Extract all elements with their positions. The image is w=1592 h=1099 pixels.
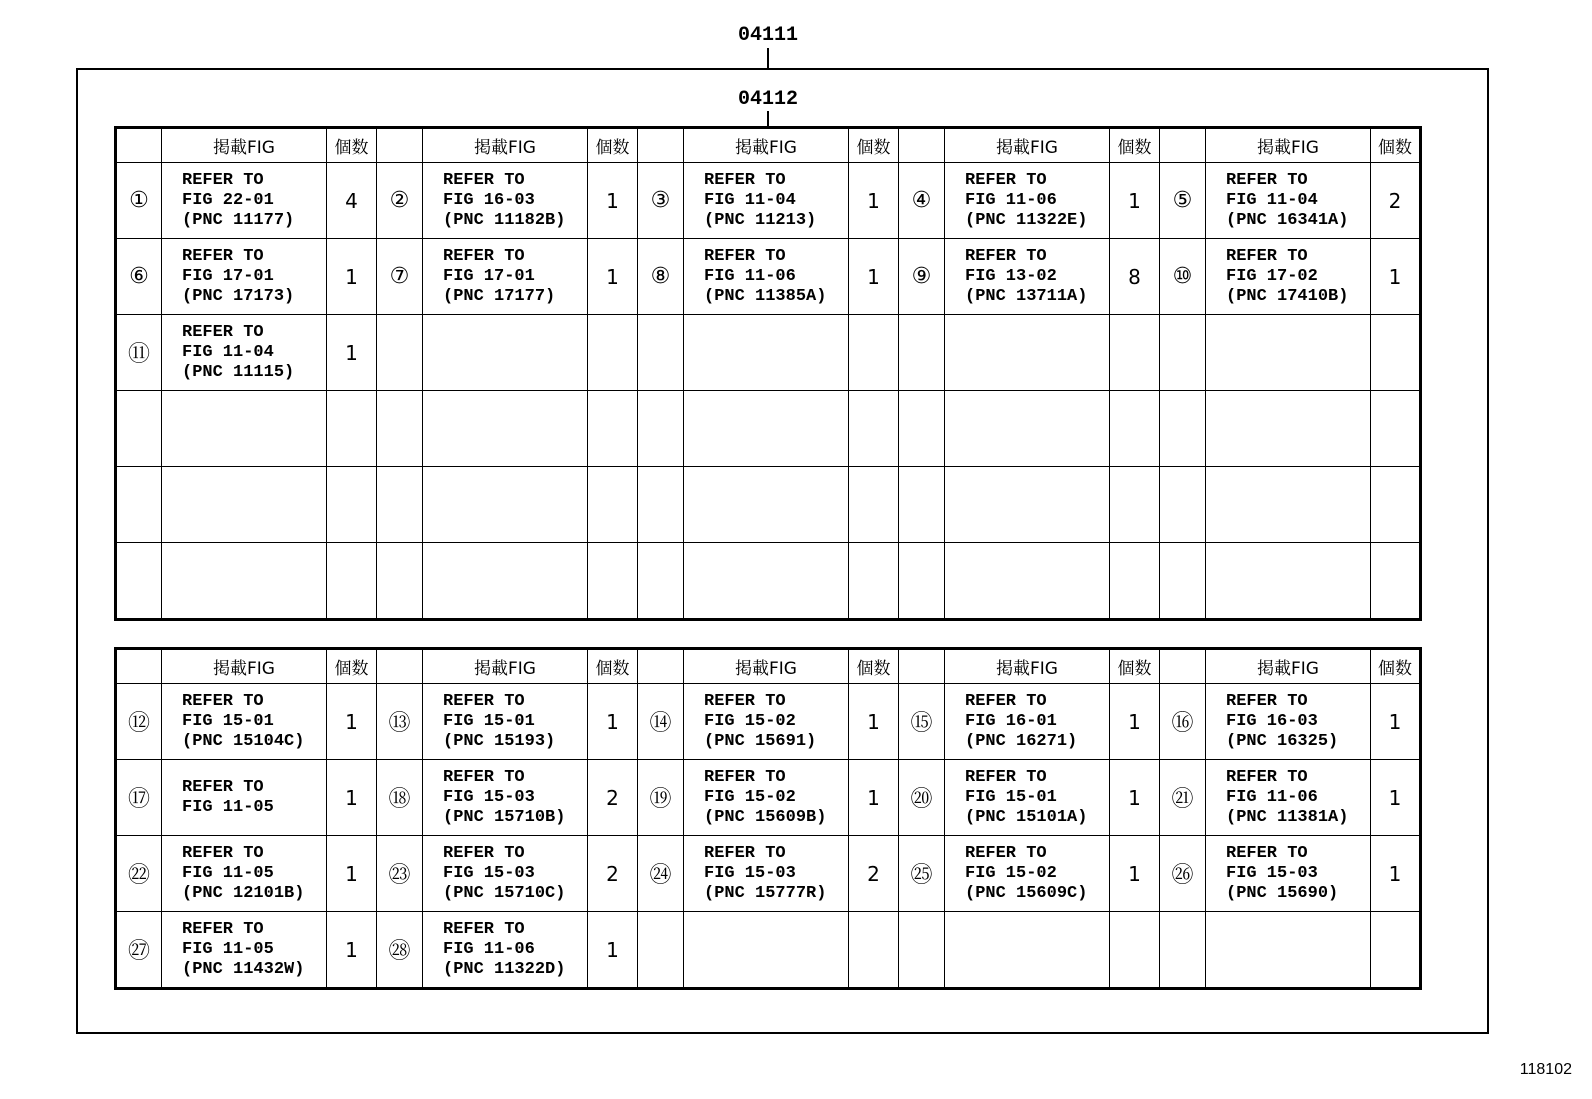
header-fig: 掲載FIG: [945, 649, 1110, 684]
item-number: ㉑: [1160, 760, 1206, 836]
figure-reference: [162, 684, 327, 760]
header-qty: 個数: [588, 128, 638, 163]
reference-line: (PNC 15104C): [182, 731, 305, 751]
reference-line: REFER TO: [443, 246, 525, 266]
item-quantity: 1: [849, 684, 899, 760]
figure-reference: [684, 163, 849, 239]
header-qty: 個数: [1110, 649, 1160, 684]
item-quantity: 1: [588, 163, 638, 239]
figure-reference: [1206, 912, 1371, 989]
header-qty: 個数: [1371, 649, 1421, 684]
reference-line: FIG 15-03: [443, 787, 535, 807]
figure-reference: [945, 239, 1110, 315]
table-row: [116, 836, 1421, 912]
figure-reference: [423, 684, 588, 760]
header-blank: [377, 128, 423, 163]
reference-line: FIG 11-05: [182, 797, 274, 817]
reference-line: REFER TO: [1226, 843, 1308, 863]
table-row: [116, 391, 1421, 467]
item-number: [377, 315, 423, 391]
reference-line: FIG 15-02: [704, 787, 796, 807]
figure-reference: [945, 684, 1110, 760]
item-number: ㉗: [116, 912, 162, 989]
item-quantity: [588, 315, 638, 391]
item-quantity: 1: [588, 684, 638, 760]
header-blank: [638, 649, 684, 684]
item-number: ②: [377, 163, 423, 239]
item-number: ⑥: [116, 239, 162, 315]
reference-line: FIG 22-01: [182, 190, 274, 210]
reference-line: FIG 17-01: [182, 266, 274, 286]
item-number: [638, 467, 684, 543]
reference-line: REFER TO: [965, 170, 1047, 190]
item-quantity: 1: [327, 836, 377, 912]
item-number: ㉖: [1160, 836, 1206, 912]
figure-reference: [684, 239, 849, 315]
reference-line: FIG 11-06: [443, 939, 535, 959]
figure-reference: [684, 684, 849, 760]
reference-line: REFER TO: [182, 843, 264, 863]
figure-reference: [1206, 239, 1371, 315]
figure-reference: [162, 760, 327, 836]
figure-reference: [945, 836, 1110, 912]
figure-reference: [423, 239, 588, 315]
item-quantity: 1: [1371, 760, 1421, 836]
item-quantity: 2: [588, 760, 638, 836]
reference-line: REFER TO: [1226, 691, 1308, 711]
reference-line: FIG 11-04: [1226, 190, 1318, 210]
item-quantity: [588, 543, 638, 620]
item-quantity: 1: [1371, 684, 1421, 760]
item-number: ㉕: [899, 836, 945, 912]
item-quantity: 1: [1371, 836, 1421, 912]
item-number: ⑬: [377, 684, 423, 760]
figure-reference: [162, 163, 327, 239]
item-number: ⑭: [638, 684, 684, 760]
parts-reference-table-lower: [114, 647, 1422, 990]
figure-reference: [945, 391, 1110, 467]
reference-line: (PNC 17173): [182, 286, 295, 306]
item-quantity: [588, 467, 638, 543]
header-fig: 掲載FIG: [423, 649, 588, 684]
reference-line: FIG 17-02: [1226, 266, 1318, 286]
reference-line: FIG 13-02: [965, 266, 1057, 286]
item-quantity: [849, 912, 899, 989]
figure-reference: [1206, 684, 1371, 760]
figure-reference: [684, 315, 849, 391]
item-number: [899, 467, 945, 543]
reference-line: REFER TO: [443, 170, 525, 190]
header-qty: 個数: [588, 649, 638, 684]
item-number: [1160, 543, 1206, 620]
reference-line: REFER TO: [182, 919, 264, 939]
item-number: ⑱: [377, 760, 423, 836]
reference-line: (PNC 15710C): [443, 883, 566, 903]
figure-reference: [945, 315, 1110, 391]
figure-reference: [1206, 836, 1371, 912]
item-number: [116, 467, 162, 543]
reference-line: REFER TO: [182, 777, 264, 797]
assembly-code-inner: 04112: [737, 88, 799, 111]
reference-line: (PNC 15777R): [704, 883, 827, 903]
item-number: ⑯: [1160, 684, 1206, 760]
reference-line: FIG 16-03: [1226, 711, 1318, 731]
item-number: ⑰: [116, 760, 162, 836]
table-row: [116, 163, 1421, 239]
header-fig: 掲載FIG: [162, 649, 327, 684]
reference-line: REFER TO: [704, 767, 786, 787]
header-qty: 個数: [849, 649, 899, 684]
reference-line: FIG 16-01: [965, 711, 1057, 731]
item-quantity: 8: [1110, 239, 1160, 315]
item-quantity: [1371, 912, 1421, 989]
item-number: ⑩: [1160, 239, 1206, 315]
reference-line: (PNC 11385A): [704, 286, 827, 306]
header-blank: [377, 649, 423, 684]
table-row: [116, 543, 1421, 620]
reference-line: (PNC 17177): [443, 286, 556, 306]
table-row: [116, 315, 1421, 391]
reference-line: (PNC 15609C): [965, 883, 1088, 903]
header-qty: 個数: [327, 128, 377, 163]
item-number: [1160, 391, 1206, 467]
item-number: ㉘: [377, 912, 423, 989]
reference-line: (PNC 15690): [1226, 883, 1339, 903]
item-number: [638, 912, 684, 989]
reference-line: (PNC 11322D): [443, 959, 566, 979]
item-number: ⑫: [116, 684, 162, 760]
item-number: ㉓: [377, 836, 423, 912]
figure-reference: [1206, 315, 1371, 391]
reference-line: (PNC 11432W): [182, 959, 305, 979]
reference-line: FIG 15-03: [443, 863, 535, 883]
figure-reference: [945, 912, 1110, 989]
item-number: [899, 391, 945, 467]
figure-reference: [1206, 760, 1371, 836]
leader-line-inner: [767, 111, 769, 127]
reference-line: (PNC 15101A): [965, 807, 1088, 827]
item-number: [899, 543, 945, 620]
reference-line: (PNC 11322E): [965, 210, 1088, 230]
reference-line: FIG 11-05: [182, 939, 274, 959]
figure-reference: [1206, 391, 1371, 467]
item-quantity: [588, 391, 638, 467]
item-quantity: [1110, 315, 1160, 391]
item-quantity: [1110, 391, 1160, 467]
item-number: [377, 467, 423, 543]
illustration-number: 118102: [1519, 1061, 1572, 1078]
reference-line: REFER TO: [443, 767, 525, 787]
header-qty: 個数: [849, 128, 899, 163]
figure-reference: [423, 760, 588, 836]
reference-line: REFER TO: [1226, 246, 1308, 266]
reference-line: REFER TO: [704, 246, 786, 266]
reference-line: REFER TO: [443, 691, 525, 711]
reference-line: REFER TO: [1226, 767, 1308, 787]
reference-line: REFER TO: [443, 919, 525, 939]
item-number: [1160, 315, 1206, 391]
item-quantity: 1: [1110, 163, 1160, 239]
reference-line: FIG 15-03: [1226, 863, 1318, 883]
item-quantity: 1: [1110, 836, 1160, 912]
reference-line: FIG 15-02: [704, 711, 796, 731]
reference-line: (PNC 15691): [704, 731, 817, 751]
reference-line: (PNC 16325): [1226, 731, 1339, 751]
item-number: ⑧: [638, 239, 684, 315]
figure-reference: [684, 836, 849, 912]
reference-line: (PNC 12101B): [182, 883, 305, 903]
reference-line: FIG 11-05: [182, 863, 274, 883]
header-blank: [116, 128, 162, 163]
figure-reference: [684, 391, 849, 467]
reference-line: FIG 15-01: [965, 787, 1057, 807]
reference-line: FIG 15-01: [182, 711, 274, 731]
figure-reference: [1206, 163, 1371, 239]
figure-reference: [1206, 467, 1371, 543]
reference-line: REFER TO: [1226, 170, 1308, 190]
header-fig: 掲載FIG: [162, 128, 327, 163]
item-quantity: 2: [1371, 163, 1421, 239]
figure-reference: [945, 467, 1110, 543]
figure-reference: [945, 163, 1110, 239]
item-number: ㉒: [116, 836, 162, 912]
figure-reference: [162, 912, 327, 989]
item-quantity: [327, 467, 377, 543]
reference-line: (PNC 15193): [443, 731, 556, 751]
item-quantity: 1: [1110, 684, 1160, 760]
reference-line: (PNC 11381A): [1226, 807, 1349, 827]
reference-line: REFER TO: [965, 246, 1047, 266]
figure-reference: [162, 467, 327, 543]
table-row: [116, 239, 1421, 315]
reference-line: REFER TO: [443, 843, 525, 863]
reference-line: FIG 11-04: [182, 342, 274, 362]
header-blank: [116, 649, 162, 684]
header-blank: [899, 128, 945, 163]
item-quantity: 1: [1110, 760, 1160, 836]
item-quantity: 1: [588, 239, 638, 315]
item-quantity: [849, 391, 899, 467]
item-number: ④: [899, 163, 945, 239]
item-quantity: [1110, 912, 1160, 989]
reference-line: (PNC 17410B): [1226, 286, 1349, 306]
reference-line: FIG 17-01: [443, 266, 535, 286]
item-number: [116, 543, 162, 620]
header-blank: [1160, 649, 1206, 684]
figure-reference: [945, 543, 1110, 620]
header-qty: 個数: [1110, 128, 1160, 163]
item-quantity: 1: [327, 912, 377, 989]
reference-line: FIG 15-02: [965, 863, 1057, 883]
reference-line: FIG 11-04: [704, 190, 796, 210]
figure-reference: [1206, 543, 1371, 620]
figure-reference: [684, 912, 849, 989]
reference-line: (PNC 11177): [182, 210, 295, 230]
reference-line: FIG 16-03: [443, 190, 535, 210]
header-fig: 掲載FIG: [684, 649, 849, 684]
header-blank: [638, 128, 684, 163]
figure-reference: [162, 836, 327, 912]
header-fig: 掲載FIG: [1206, 128, 1371, 163]
reference-line: REFER TO: [965, 843, 1047, 863]
item-number: [377, 391, 423, 467]
item-quantity: [1371, 391, 1421, 467]
reference-line: FIG 11-06: [965, 190, 1057, 210]
item-quantity: 4: [327, 163, 377, 239]
header-fig: 掲載FIG: [423, 128, 588, 163]
figure-reference: [162, 543, 327, 620]
header-blank: [899, 649, 945, 684]
header-fig: 掲載FIG: [684, 128, 849, 163]
item-quantity: [1110, 543, 1160, 620]
table-row: [116, 467, 1421, 543]
header-blank: [1160, 128, 1206, 163]
item-number: [1160, 912, 1206, 989]
item-number: ③: [638, 163, 684, 239]
item-quantity: 1: [1371, 239, 1421, 315]
item-quantity: [849, 467, 899, 543]
item-number: [638, 391, 684, 467]
item-number: ⑳: [899, 760, 945, 836]
item-number: [116, 391, 162, 467]
reference-line: REFER TO: [182, 170, 264, 190]
header-qty: 個数: [327, 649, 377, 684]
figure-reference: [945, 760, 1110, 836]
figure-reference: [684, 760, 849, 836]
reference-line: REFER TO: [965, 767, 1047, 787]
item-quantity: 1: [849, 760, 899, 836]
item-number: ⑨: [899, 239, 945, 315]
item-number: [899, 315, 945, 391]
item-number: ⑲: [638, 760, 684, 836]
header-fig: 掲載FIG: [945, 128, 1110, 163]
figure-reference: [162, 239, 327, 315]
item-number: [638, 315, 684, 391]
leader-line-top: [767, 48, 769, 68]
item-number: ㉔: [638, 836, 684, 912]
figure-reference: [423, 543, 588, 620]
figure-reference: [423, 836, 588, 912]
figure-reference: [162, 315, 327, 391]
figure-reference: [423, 467, 588, 543]
item-quantity: [849, 315, 899, 391]
reference-line: REFER TO: [704, 170, 786, 190]
item-quantity: [1110, 467, 1160, 543]
item-number: ⑮: [899, 684, 945, 760]
figure-reference: [162, 391, 327, 467]
item-quantity: 2: [849, 836, 899, 912]
item-quantity: [1371, 467, 1421, 543]
item-quantity: 1: [849, 163, 899, 239]
item-quantity: [1371, 543, 1421, 620]
reference-line: (PNC 11115): [182, 362, 295, 382]
reference-line: (PNC 16271): [965, 731, 1078, 751]
item-quantity: 1: [588, 912, 638, 989]
table-row: [116, 760, 1421, 836]
assembly-code-top: 04111: [737, 24, 799, 47]
reference-line: (PNC 15710B): [443, 807, 566, 827]
item-quantity: 2: [588, 836, 638, 912]
figure-reference: [684, 543, 849, 620]
item-quantity: [327, 543, 377, 620]
item-number: [377, 543, 423, 620]
parts-reference-table-upper: [114, 126, 1422, 621]
item-quantity: 1: [327, 684, 377, 760]
reference-line: REFER TO: [704, 843, 786, 863]
reference-line: (PNC 13711A): [965, 286, 1088, 306]
reference-line: REFER TO: [965, 691, 1047, 711]
item-quantity: [849, 543, 899, 620]
reference-line: REFER TO: [182, 246, 264, 266]
item-number: ⑦: [377, 239, 423, 315]
reference-line: REFER TO: [182, 691, 264, 711]
item-number: [638, 543, 684, 620]
item-quantity: 1: [327, 315, 377, 391]
figure-reference: [423, 912, 588, 989]
item-number: ⑪: [116, 315, 162, 391]
item-quantity: [1371, 315, 1421, 391]
header-qty: 個数: [1371, 128, 1421, 163]
table-row: [116, 684, 1421, 760]
item-quantity: 1: [849, 239, 899, 315]
reference-line: (PNC 15609B): [704, 807, 827, 827]
reference-line: REFER TO: [182, 322, 264, 342]
reference-line: FIG 11-06: [1226, 787, 1318, 807]
reference-line: REFER TO: [704, 691, 786, 711]
figure-reference: [423, 163, 588, 239]
figure-reference: [684, 467, 849, 543]
table-header-row: [116, 128, 1421, 163]
header-fig: 掲載FIG: [1206, 649, 1371, 684]
table-row: [116, 912, 1421, 989]
item-number: [1160, 467, 1206, 543]
reference-line: FIG 11-06: [704, 266, 796, 286]
reference-line: (PNC 11213): [704, 210, 817, 230]
item-quantity: 1: [327, 239, 377, 315]
item-quantity: 1: [327, 760, 377, 836]
table-header-row: [116, 649, 1421, 684]
reference-line: (PNC 16341A): [1226, 210, 1349, 230]
figure-reference: [423, 315, 588, 391]
reference-line: FIG 15-01: [443, 711, 535, 731]
reference-line: FIG 15-03: [704, 863, 796, 883]
reference-line: (PNC 11182B): [443, 210, 566, 230]
figure-reference: [423, 391, 588, 467]
item-number: ⑤: [1160, 163, 1206, 239]
item-number: ①: [116, 163, 162, 239]
item-quantity: [327, 391, 377, 467]
item-number: [899, 912, 945, 989]
